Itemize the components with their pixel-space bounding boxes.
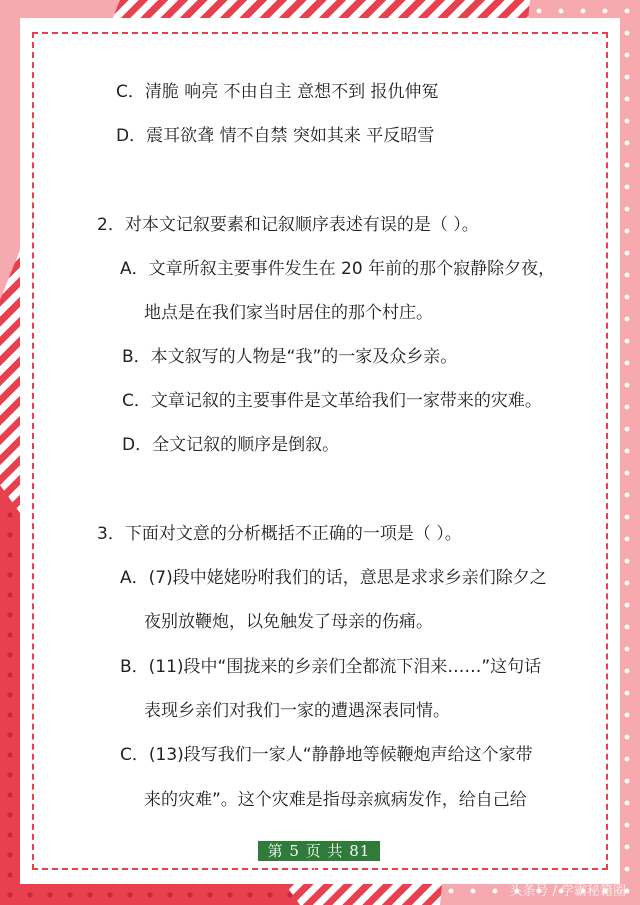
option-line: A．文章所叙主要事件发生在 20 年前的那个寂静除夕夜， <box>120 259 556 279</box>
option-line-continued: 夜别放鞭炮，以免触发了母亲的伤痛。 <box>144 612 433 632</box>
watermark-text: 头条号 / 学霸秘籍圈 <box>509 884 626 899</box>
option-line: B．本文叙写的人物是“我”的一家及众乡亲。 <box>122 347 458 367</box>
option-line: C．文章记叙的主要事件是文革给我们一家带来的灾难。 <box>122 391 542 411</box>
option-line-continued: 来的灾难”。这个灾难是指母亲疯病发作，给自己给 <box>144 790 527 810</box>
option-line: C．清脆 响亮 不由自主 意想不到 报仇伸冤 <box>116 82 439 102</box>
question-3: 3．下面对文意的分析概括不正确的一项是（ ）。 <box>97 524 462 544</box>
option-line: B．(11)段中“围拢来的乡亲们全都流下泪来……”这句话 <box>120 657 542 677</box>
option-line-continued: 地点是在我们家当时居住的那个村庄。 <box>144 303 433 323</box>
question-2: 2．对本文记叙要素和记叙顺序表述有误的是（ ）。 <box>97 215 479 235</box>
paper-sheet <box>20 18 620 884</box>
option-line: C．(13)段写我们一家人“静静地等候鞭炮声给这个家带 <box>120 745 533 765</box>
option-line: D．全文记叙的顺序是倒叙。 <box>122 435 340 455</box>
page-number-badge: 第 5 页 共 81 页 <box>258 841 380 861</box>
option-line: A．(7)段中姥姥吩咐我们的话，意思是求求乡亲们除夕之 <box>120 568 547 588</box>
option-line-continued: 表现乡亲们对我们一家的遭遇深表同情。 <box>144 701 450 721</box>
option-line: D．震耳欲聋 情不自禁 突如其来 平反昭雪 <box>116 126 435 146</box>
